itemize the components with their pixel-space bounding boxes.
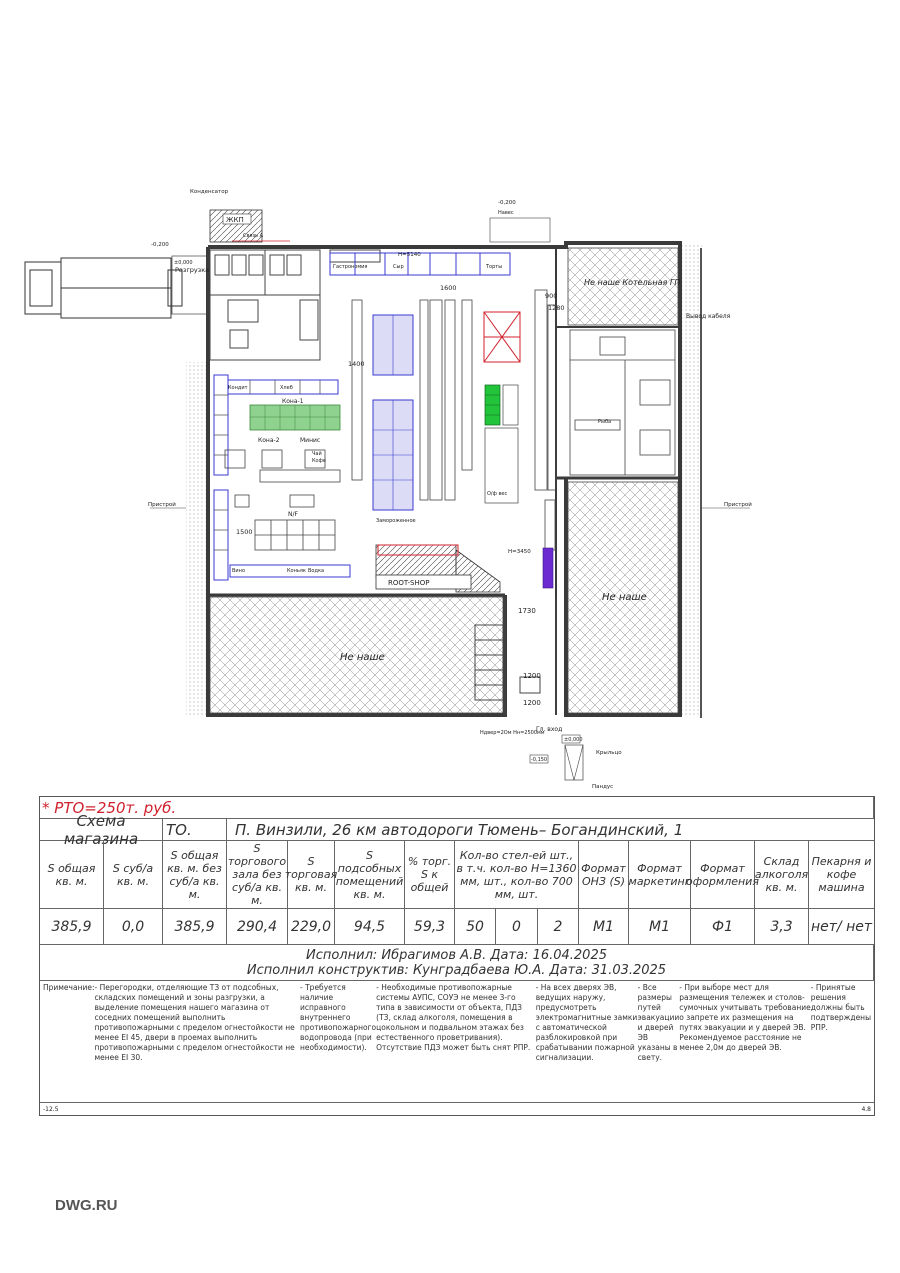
executor-row [40, 945, 874, 981]
value-total-area: 385,9 [40, 909, 104, 944]
veg-label: О/ф вес [487, 491, 508, 497]
value-shelves-700: 2 [538, 909, 579, 944]
elevation-top-label: -0,200 [498, 200, 516, 206]
height-5140-label: Н=5140 [398, 252, 421, 258]
value-alcohol-storage: 3,3 [755, 909, 809, 944]
exterior-wall-left [186, 362, 208, 715]
notes-block [40, 981, 874, 1103]
red-display-units [484, 312, 520, 362]
note-item: - Необходимые противопожарные системы АУПС, СОУЭ не менее 3-го типа в зависимости от объекта, ПДЗ (ТЗ, склад алкоголя, помещения в цокольном и подвальном этажах без естественного проветривания). Отсутствие ПДЗ может быть снят РПР. [376, 983, 531, 1052]
canopy-outline [490, 218, 550, 242]
ramp-shape [565, 745, 583, 780]
header-shelf-count: Кол-во стел-ей шт., в т.ч. кол-во Н=1360 мм, шт., кол-во 700 мм, шт. [455, 841, 579, 908]
nf-label: N/F [288, 511, 298, 518]
boiler-room-label: Не наше Котельная ГП [584, 278, 681, 287]
header-format-design: Формат оформления [691, 841, 755, 908]
cable-output-label: Вывод кабеля [686, 313, 731, 320]
main-entrance-label: Гл. вход [536, 726, 563, 733]
ramp-label: Пандус [592, 784, 614, 790]
value-format-onz: М1 [579, 909, 629, 944]
value-utility-area: 94,5 [335, 909, 405, 944]
header-bakery-coffee: Пекарня и кофе машина [811, 855, 872, 894]
executor-text: Исполнил: Ибрагимов А.В. Дата: 16.04.2025 [305, 947, 607, 963]
value-bakery-coffee: нет/ нет [810, 918, 872, 935]
minis-label: Минис [300, 437, 321, 444]
scheme-label: Схема магазина [40, 819, 163, 840]
value-trade-area: 229,0 [288, 909, 335, 944]
dim-1400-label: 1400 [348, 360, 365, 368]
elevation-left-label: -0,200 [151, 242, 169, 248]
height-3450-label: Н=3450 [508, 549, 531, 555]
note-item: - Перегородки, отделяющие ТЗ от подсобных, складских помещений и зоны разгрузки, а выделение помещения нашего магазина от соседних помещений выполнить противопожарными с пределом огнестойкости не менее EI 45, двери в проемах выполнить противопожарными с пределом огнестойкости не менее EI 30. [94, 983, 295, 1062]
header-area-no-sublease: S общая кв. м. без суб/а кв. м. [163, 841, 227, 908]
svg-text:Связь А: Связь А [243, 233, 264, 239]
note-item: - Требуется наличие исправного внутреннего противопожарного водопровода (при необходимости). [300, 983, 377, 1052]
truck-icon [25, 258, 182, 318]
not-ours-label-bottom: Не наше [340, 652, 385, 663]
value-sales-hall-area: 290,4 [227, 909, 288, 944]
fish-room-label: Рыба [598, 419, 612, 425]
footer-left: -12.5 [43, 1105, 59, 1113]
value-format-marketing: М1 [629, 909, 691, 944]
scheme-row [40, 811, 874, 848]
dim-1600-label: 1600 [440, 284, 457, 292]
door-height-label: Ндвер=2Ом Нн=2500мм [480, 730, 545, 736]
note-item: - При выборе мест для размещения тележек и столов-сумочных учитывать требование о запрете их размещения на путях эвакуации и у дверей ЭВ. Рекомендуемое расстояние не менее 2,0м до дверей ЭВ. [679, 983, 811, 1052]
scheme-code: ТО. [163, 819, 227, 840]
vodka-label: Водка [308, 568, 325, 574]
notes-title: Примечание: [43, 983, 95, 992]
zone-2-label: Кона-2 [258, 437, 280, 444]
dim-1200a-label: 1200 [523, 672, 541, 680]
not-ours-label-right: Не наше [602, 592, 647, 603]
note-item: - Принятые решения должны быть подтверждены РПР. [810, 983, 872, 1032]
header-trade-percent: % торг. S к общей [405, 841, 455, 908]
nf-display-grid [255, 520, 335, 550]
note-item: - На всех дверях ЭВ, ведущих наружу, предусмотреть электромагнитные замки с автоматической разблокировкой при срабатывании пожарной сигнализации. [535, 983, 638, 1062]
value-sublease-area: 0,0 [104, 909, 163, 944]
dim-900-label: 900 [545, 292, 558, 300]
dim-1280-label: 1280 [548, 304, 565, 312]
footer-right: 4.8 [861, 1105, 871, 1113]
staff-rooms [570, 330, 675, 475]
cognac-label: Коньяк [287, 568, 306, 574]
canopy-label: Навес [498, 210, 514, 216]
header-total-area: S общая кв. м. [40, 841, 104, 908]
tea-label: Чай [312, 451, 322, 457]
header-trade-area: S торговая кв. м. [288, 841, 335, 908]
bread-shelf-label: Хлеб [280, 385, 293, 391]
right-wall-shelves [535, 290, 556, 550]
elevation-bottom-label: ±0,000 [564, 737, 583, 743]
header-utility-area: S подсобных помещений кв. м. [335, 841, 405, 908]
header-sublease-area: S суб/а кв. м. [104, 841, 163, 908]
coffee-label: Кофе [312, 458, 326, 464]
header-alcohol-storage: Склад алкоголя кв. м. [755, 841, 809, 908]
rto-row: * РТО=250т. руб. [40, 797, 874, 819]
checkout-area [376, 545, 456, 577]
zone-1-label: Кона-1 [282, 398, 304, 405]
condenser-label: Конденсатор [190, 189, 229, 195]
frozen-label: Замороженное [376, 518, 416, 524]
porch-label: Крыльцо [596, 750, 622, 756]
summary-table [39, 796, 875, 1116]
zhkp-label: ЖКП [226, 216, 244, 224]
annex-right-label: Пристрой [724, 502, 752, 508]
values-row [40, 909, 874, 945]
cheese-counter-label: Сыр [393, 264, 404, 270]
header-format-marketing: Формат маркетинг [629, 841, 691, 908]
unloading-label: Разгрузка [175, 266, 210, 274]
footer-row [40, 1103, 874, 1115]
value-format-design: Ф1 [691, 909, 755, 944]
cakes-counter-label: Торты [486, 264, 503, 270]
note-item: - Все размеры путей эвакуации и дверей ЭВ указаны в свету. [637, 983, 680, 1062]
shop-label: ROOT-SHOP [388, 579, 430, 587]
header-sales-hall-area: S торгового зала без суб/а кв. м. [227, 842, 287, 907]
value-trade-percent: 59,3 [405, 909, 455, 944]
header-format-onz: Формат ОНЗ (S) [579, 841, 629, 908]
address: П. Винзили, 26 км автодороги Тюмень– Богандинский, 1 [235, 820, 684, 839]
annex-left-label: Пристрой [148, 502, 176, 508]
dim-1500-label: 1500 [236, 528, 253, 536]
watermark: DWG.RU [55, 1197, 118, 1214]
header-row [40, 841, 874, 909]
purple-turnstile [543, 548, 553, 588]
constructor-text: Исполнил конструктив: Кунградбаева Ю.А. Дата: 31.03.2025 [246, 962, 667, 978]
value-area-no-sublease: 385,9 [163, 909, 227, 944]
value-shelves-1360: 0 [496, 909, 538, 944]
dim-1200b-label: 1200 [523, 699, 541, 707]
wine-label: Вино [232, 568, 246, 574]
value-shelves-total: 50 [455, 909, 496, 944]
elevation-zero-label: ±0,000 [174, 260, 193, 266]
candy-shelf-label: Кондит [228, 385, 248, 391]
gastro-counter-label: Гастрономия [333, 264, 368, 270]
elevation-bottom2-label: -0,150 [531, 757, 548, 763]
dim-1730-label: 1730 [518, 607, 536, 615]
